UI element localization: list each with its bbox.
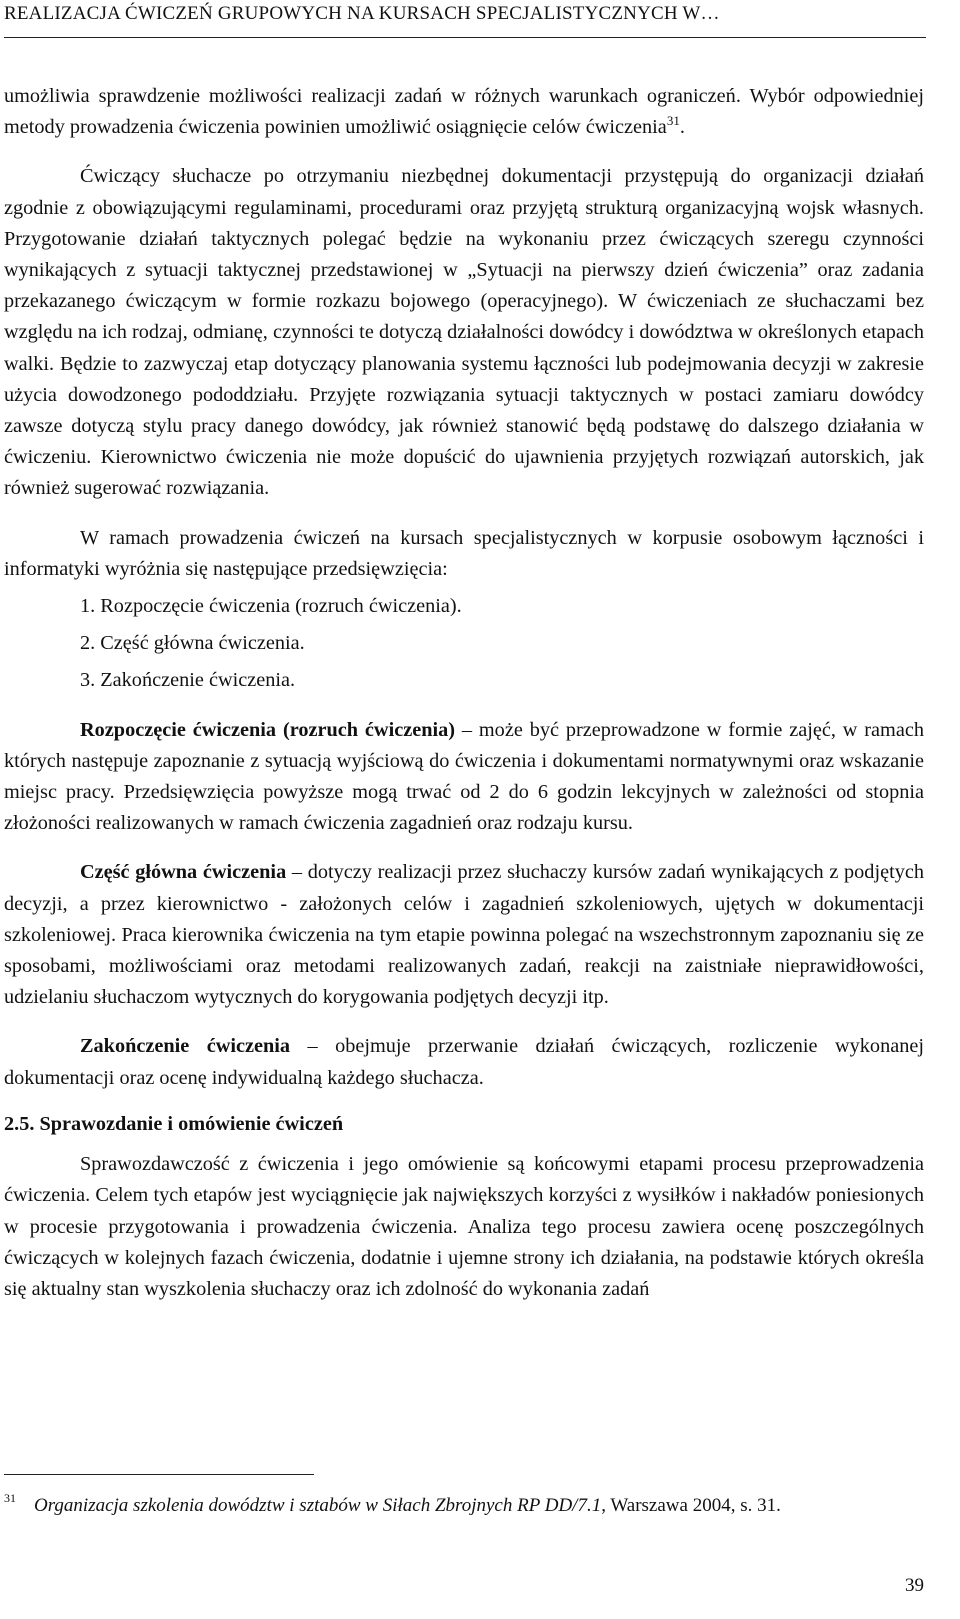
footnote	[4, 1486, 924, 1518]
footnote-title: Organizacja szkolenia dowództw i sztabów w Siłach Zbrojnych RP DD/7.1	[34, 1495, 602, 1516]
footnote-divider	[4, 1474, 314, 1475]
steps-list	[4, 591, 924, 697]
paragraph-4	[4, 715, 924, 840]
paragraph-7: Sprawozdawczość z ćwiczenia i jego omówienie są końcowymi etapami procesu przeprowadzenia ćwiczenia. Celem tych etapów jest wyciągnięcie jak największych korzyści z wysiłków i nakładów poniesionych w procesie przygotowania i prowadzenia ćwiczenia. Analiza tego procesu zawiera ocenę poszczególnych ćwiczących w kolejnych fazach ćwiczenia, dodatnie i ujemne strony ich działania, na podstawie których określa się aktualny stan wyszkolenia słuchaczy oraz ich zdolność do wykonania zadań	[4, 1153, 924, 1300]
footnote-rest: , Warszawa 2004, s. 31.	[601, 1495, 781, 1516]
running-header: REALIZACJA ĆWICZEŃ GRUPOWYCH NA KURSACH SPECJALISTYCZNYCH W…	[4, 3, 720, 24]
paragraph-3: W ramach prowadzenia ćwiczeń na kursach specjalistycznych w korpusie osobowym łączności i informatyki wyróżnia się następujące przedsięwzięcia:	[4, 526, 924, 580]
paragraph-5-text: – dotyczy realizacji przez słuchaczy kursów zadań wynikających z podjętych decyzji, a przez kierownictwo - założonych celów i zagadnień szkoleniowych, ujętych w dokumentacji szkoleniowej. Praca kierownika ćwiczenia na tym etapie powinna polegać na wszechstronnym zapoznaniu się ze sposobami, możliwościami oraz metodami realizowanych zadań, reakcji na zaistniałe nieprawidłowości, udzielaniu słuchaczom wytycznych do korygowania podjętych decyzji itp.	[4, 861, 925, 1009]
page-body	[4, 81, 924, 1305]
page-number: 39	[905, 1575, 924, 1596]
paragraph-4-term: Rozpoczęcie ćwiczenia (rozruch ćwiczenia)	[80, 718, 456, 741]
list-item: 3. Zakończenie ćwiczenia.	[80, 669, 296, 692]
paragraph-6-text: – obejmuje przerwanie działań ćwiczących, rozliczenie wykonanej dokumentacji oraz ocenę indywidualną każdego słuchacza.	[4, 1035, 924, 1089]
paragraph-1-text: umożliwia sprawdzenie możliwości realizacji zadań w różnych warunkach ograniczeń. Wybór odpowiedniej metody prowadzenia ćwiczenia powinien umożliwić osiągnięcie celów ćwiczenia	[4, 85, 924, 139]
section-heading: 2.5. Sprawozdanie i omówienie ćwiczeń	[4, 1112, 344, 1135]
paragraph-5	[4, 857, 924, 1013]
paragraph-6	[4, 1031, 924, 1093]
paragraph-1	[4, 81, 924, 143]
footnote-ref-31[interactable]: 31	[666, 113, 680, 129]
list-item: 2. Część główna ćwiczenia.	[80, 632, 305, 655]
paragraph-6-term: Zakończenie ćwiczenia	[80, 1035, 291, 1058]
paragraph-2: Ćwiczący słuchacze po otrzymaniu niezbędnej dokumentacji przystępują do organizacji działań zgodnie z obowiązującymi regulaminami, procedurami oraz przyjętą strukturą organizacyjną wojsk własnych. Przygotowanie działań taktycznych polegać będzie na wykonaniu przez ćwiczących szeregu czynności wynikających z sytuacji taktycznej przedstawionej w „Sytuacji na pierwszy dzień ćwiczenia” oraz zadania przekazanego ćwiczącym w formie rozkazu bojowego (operacyjnego). W ćwiczeniach ze słuchaczami bez względu na ich rodzaj, odmianę, czynności te dotyczą działalności dowódcy i dowództwa w określonych etapach walki. Będzie to zazwyczaj etap dotyczący planowania systemu łączności lub podejmowania decyzji w zakresie użycia dowodzonego pododdziału. Przyjęte rozwiązania sytuacji taktycznych w postaci zamiaru dowódcy zawsze dotyczą stylu pracy danego dowódcy, jak również stanowić będą podstawę do dalszego działania w ćwiczeniu. Kierownictwo ćwiczenia nie może dopuścić do ujawnienia przyjętych rozwiązań autorskich, jak również sugerować rozwiązania.	[4, 165, 924, 500]
paragraph-4-text: – może być przeprowadzone w formie zajęć, w ramach których następuje zapoznanie z sytuacją wyjściową do ćwiczenia i dokumentami normatywnymi oraz wskazanie miejsc pracy. Przedsięwzięcia powyższe mogą trwać od 2 do 6 godzin lekcyjnych w zależności od stopnia złożoności realizowanych w ramach ćwiczenia zagadnień oraz rodzaju kursu.	[4, 718, 924, 835]
paragraph-1-end: .	[679, 116, 685, 139]
header-divider	[4, 37, 926, 38]
list-item: 1. Rozpoczęcie ćwiczenia (rozruch ćwiczenia).	[80, 595, 462, 618]
paragraph-5-term: Część główna ćwiczenia	[80, 861, 287, 884]
footnote-number: 31	[4, 1491, 16, 1505]
